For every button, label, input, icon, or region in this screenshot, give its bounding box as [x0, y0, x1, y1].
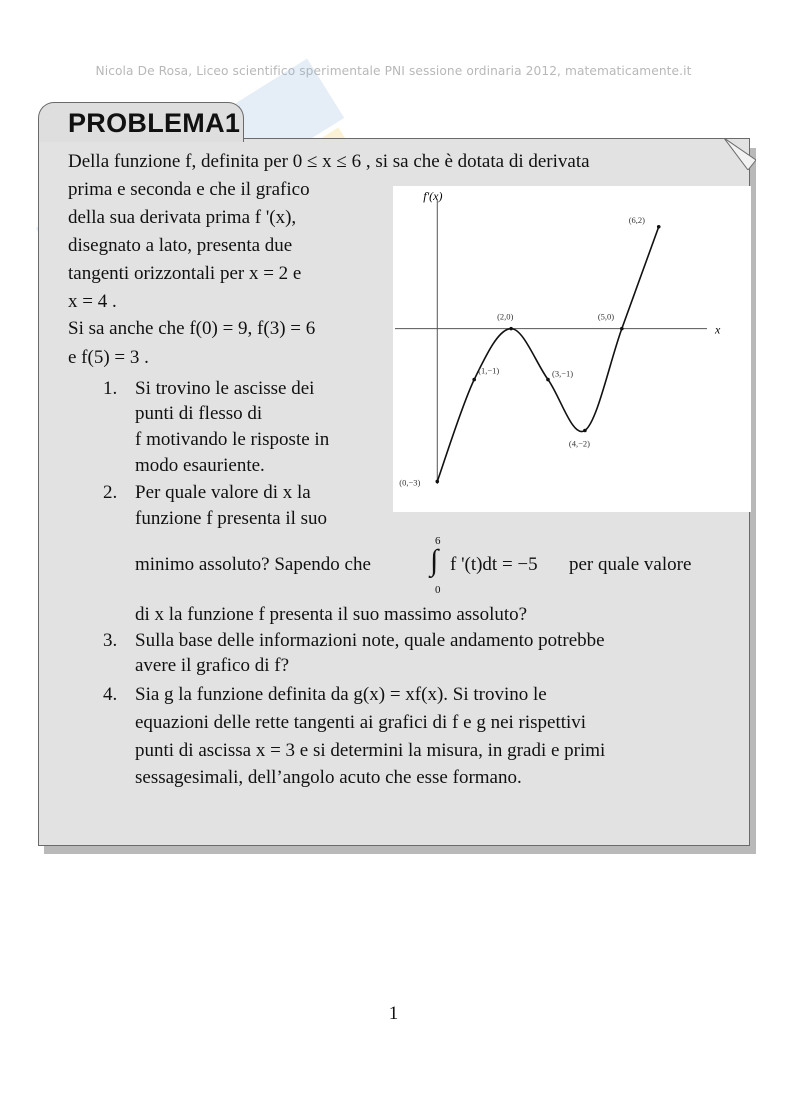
question-2-line: minimo assoluto? Sapendo che	[135, 554, 371, 575]
question-4-line: Sia g la funzione definita da g(x) = xf(x). Si trovino le	[135, 684, 547, 705]
data-point	[583, 429, 587, 433]
intro-line-1: Della funzione f, definita per 0 ≤ x ≤ 6 , si sa che è dotata di derivata	[68, 151, 590, 172]
problem-title: PROBLEMA1	[68, 108, 241, 138]
question-4-line: sessagesimali, dell’angolo acuto che esse formano.	[135, 767, 522, 788]
point-label: (3,−1)	[552, 368, 574, 379]
y-axis-label: f'(x)	[423, 189, 443, 203]
page-curl-icon	[724, 138, 756, 170]
derivative-graph	[393, 186, 751, 512]
point-label: (6,2)	[628, 214, 646, 225]
data-point	[620, 327, 624, 331]
intro-line-2: prima e seconda e che il grafico	[68, 179, 310, 200]
intro-line-3: della sua derivata prima f '(x),	[68, 207, 297, 228]
question-1-line: modo esauriente.	[135, 455, 265, 476]
question-1-line: f motivando le risposte in	[135, 429, 330, 450]
question-2-line: Per quale valore di x la	[135, 482, 311, 503]
page-header: Nicola De Rosa, Liceo scientifico sperimentale PNI sessione ordinaria 2012, matematicamente.it	[95, 64, 692, 78]
question-3-line: Sulla base delle informazioni note, quale andamento potrebbe	[135, 630, 605, 651]
x-axis-label: x	[715, 322, 721, 337]
point-label: (0,−3)	[399, 477, 421, 488]
question-3-number: 3.	[103, 630, 118, 651]
intro-line-4: disegnato a lato, presenta due	[68, 235, 293, 256]
integral-sign-icon: ∫	[430, 544, 439, 577]
question-2-line: funzione f presenta il suo	[135, 508, 328, 529]
question-1-line: punti di flesso di	[135, 403, 263, 424]
series-line	[437, 227, 658, 482]
integral-lower-limit: 0	[435, 584, 441, 596]
intro-line-7: Si sa anche che f(0) = 9, f(3) = 6	[68, 318, 316, 339]
question-3-line: avere il grafico di f?	[135, 655, 290, 676]
question-2-number: 2.	[103, 482, 118, 503]
data-point	[435, 480, 439, 484]
question-1-line: Si trovino le ascisse dei	[135, 378, 315, 399]
data-point	[546, 378, 550, 382]
derivative-chart	[393, 186, 751, 512]
intro-line-5: tangenti orizzontali per x = 2 e	[68, 263, 302, 284]
page-number: 1	[388, 1003, 399, 1024]
question-2-line: per quale valore	[569, 554, 692, 575]
data-point	[509, 327, 513, 331]
question-2-line: di x la funzione f presenta il suo massimo assoluto?	[135, 604, 528, 625]
point-label: (4,−2)	[568, 438, 591, 449]
question-4-number: 4.	[103, 684, 118, 705]
data-point	[657, 225, 661, 229]
intro-line-6: x = 4 .	[68, 291, 117, 312]
data-point	[472, 378, 476, 382]
point-label: (2,0)	[497, 311, 514, 322]
question-4-line: equazioni delle rette tangenti ai grafici di f e g nei rispettivi	[135, 712, 587, 733]
question-4-line: punti di ascissa x = 3 e si determini la misura, in gradi e primi	[135, 740, 606, 761]
question-1-number: 1.	[103, 378, 118, 399]
intro-line-8: e f(5) = 3 .	[68, 347, 149, 368]
point-label: (5,0)	[597, 311, 615, 322]
integral-body: f '(t)dt = −5	[450, 554, 538, 575]
integral-upper-limit: 6	[435, 535, 441, 547]
point-label: (1,−1)	[478, 365, 500, 376]
